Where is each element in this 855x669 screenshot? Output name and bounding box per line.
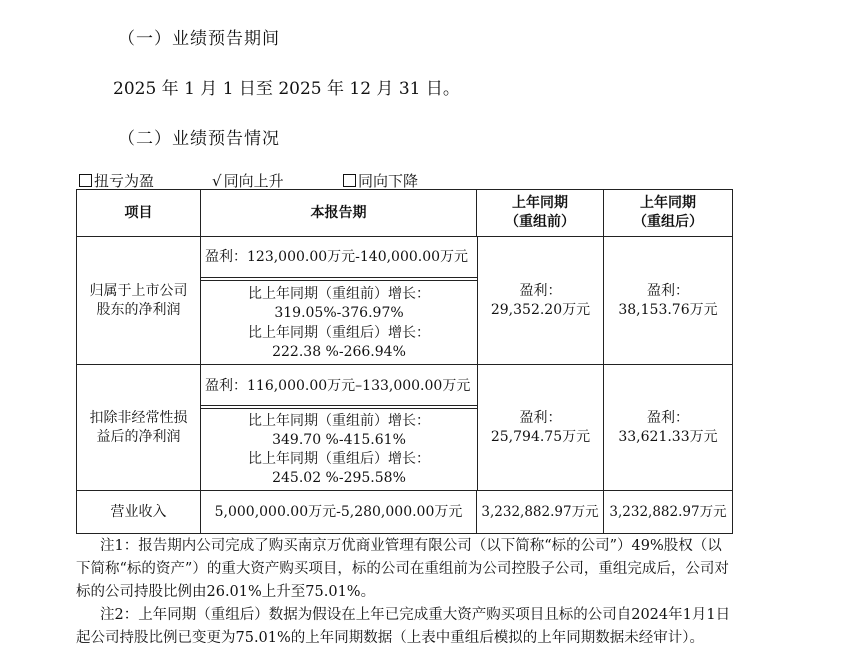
row2-growth-after: 比上年同期（重组后）增长： 245.02 %-295.58% <box>248 451 430 486</box>
option-increase: √ 同向上升 <box>212 172 284 190</box>
row2-divider <box>201 405 477 406</box>
checkmark-icon: √ <box>212 172 222 190</box>
row2-divider <box>201 408 477 409</box>
header-current: 本报告期 <box>201 190 477 237</box>
row1-growth-before: 比上年同期（重组前）增长： 319.05%-376.97% <box>248 286 430 321</box>
row1-prev-before: 盈利： 29,352.20万元 <box>477 237 604 365</box>
section-heading-period: （一）业绩预告期间 <box>118 29 280 49</box>
checkbox-empty-icon <box>79 174 92 187</box>
row2-item: 扣除非经常性损 益后的净利润 <box>77 365 201 491</box>
note-2: 注2：上年同期（重组后）数据为假设在上年已完成重大资产购买项目且标的公司自2024年1月1日起公司持股比例已变更为75.01%的上年同期数据（上表中重组后模拟的上年同期数据未经审计）。 <box>76 607 731 646</box>
note-1: 注1：报告期内公司完成了购买南京万优商业管理有限公司（以下简称“标的公司”）49%股权（以下简称“标的资产”）的重大资产购买项目，标的公司在重组前为公司控股子公司，重组完成后，公司对标的公司持股比例由26.01%上升至75.01%。 <box>76 538 729 600</box>
header-prev-after: 上年同期 （重组后） <box>604 190 732 237</box>
row1-growth-after: 比上年同期（重组后）增长： 222.38 %-266.94% <box>248 325 430 360</box>
forecast-table <box>76 189 733 534</box>
row3-item: 营业收入 <box>77 491 201 533</box>
row2-profit: 盈利：116,000.00万元–133,000.00万元 <box>205 378 471 394</box>
row1-profit: 盈利：123,000.00万元-140,000.00万元 <box>205 249 469 265</box>
row1-divider <box>201 280 477 281</box>
row3-current: 5,000,000.00万元-5,280,000.00万元 <box>201 491 477 533</box>
option-decrease: 同向下降 <box>343 170 418 191</box>
forecast-period-text: 2025 年 1 月 1 日至 2025 年 12 月 31 日。 <box>113 79 460 99</box>
row2-prev-before: 盈利： 25,794.75万元 <box>477 365 604 491</box>
header-prev-before: 上年同期 （重组前） <box>477 190 604 237</box>
header-item: 项目 <box>77 190 201 237</box>
row1-divider <box>201 277 477 278</box>
row2-prev-after: 盈利： 33,621.33万元 <box>604 365 732 491</box>
row3-prev-before: 3,232,882.97万元 <box>477 491 604 533</box>
row1-item: 归属于上市公司 股东的净利润 <box>77 237 201 365</box>
row1-prev-after: 盈利： 38,153.76万元 <box>604 237 732 365</box>
option-turnaround: 扭亏为盈 <box>79 170 154 191</box>
row2-growth-before: 比上年同期（重组前）增长： 349.70 %-415.61% <box>248 413 430 448</box>
section-heading-situation: （二）业绩预告情况 <box>118 129 280 149</box>
table-notes <box>76 535 736 650</box>
checkbox-empty-icon <box>343 174 356 187</box>
row3-prev-after: 3,232,882.97万元 <box>609 503 727 520</box>
